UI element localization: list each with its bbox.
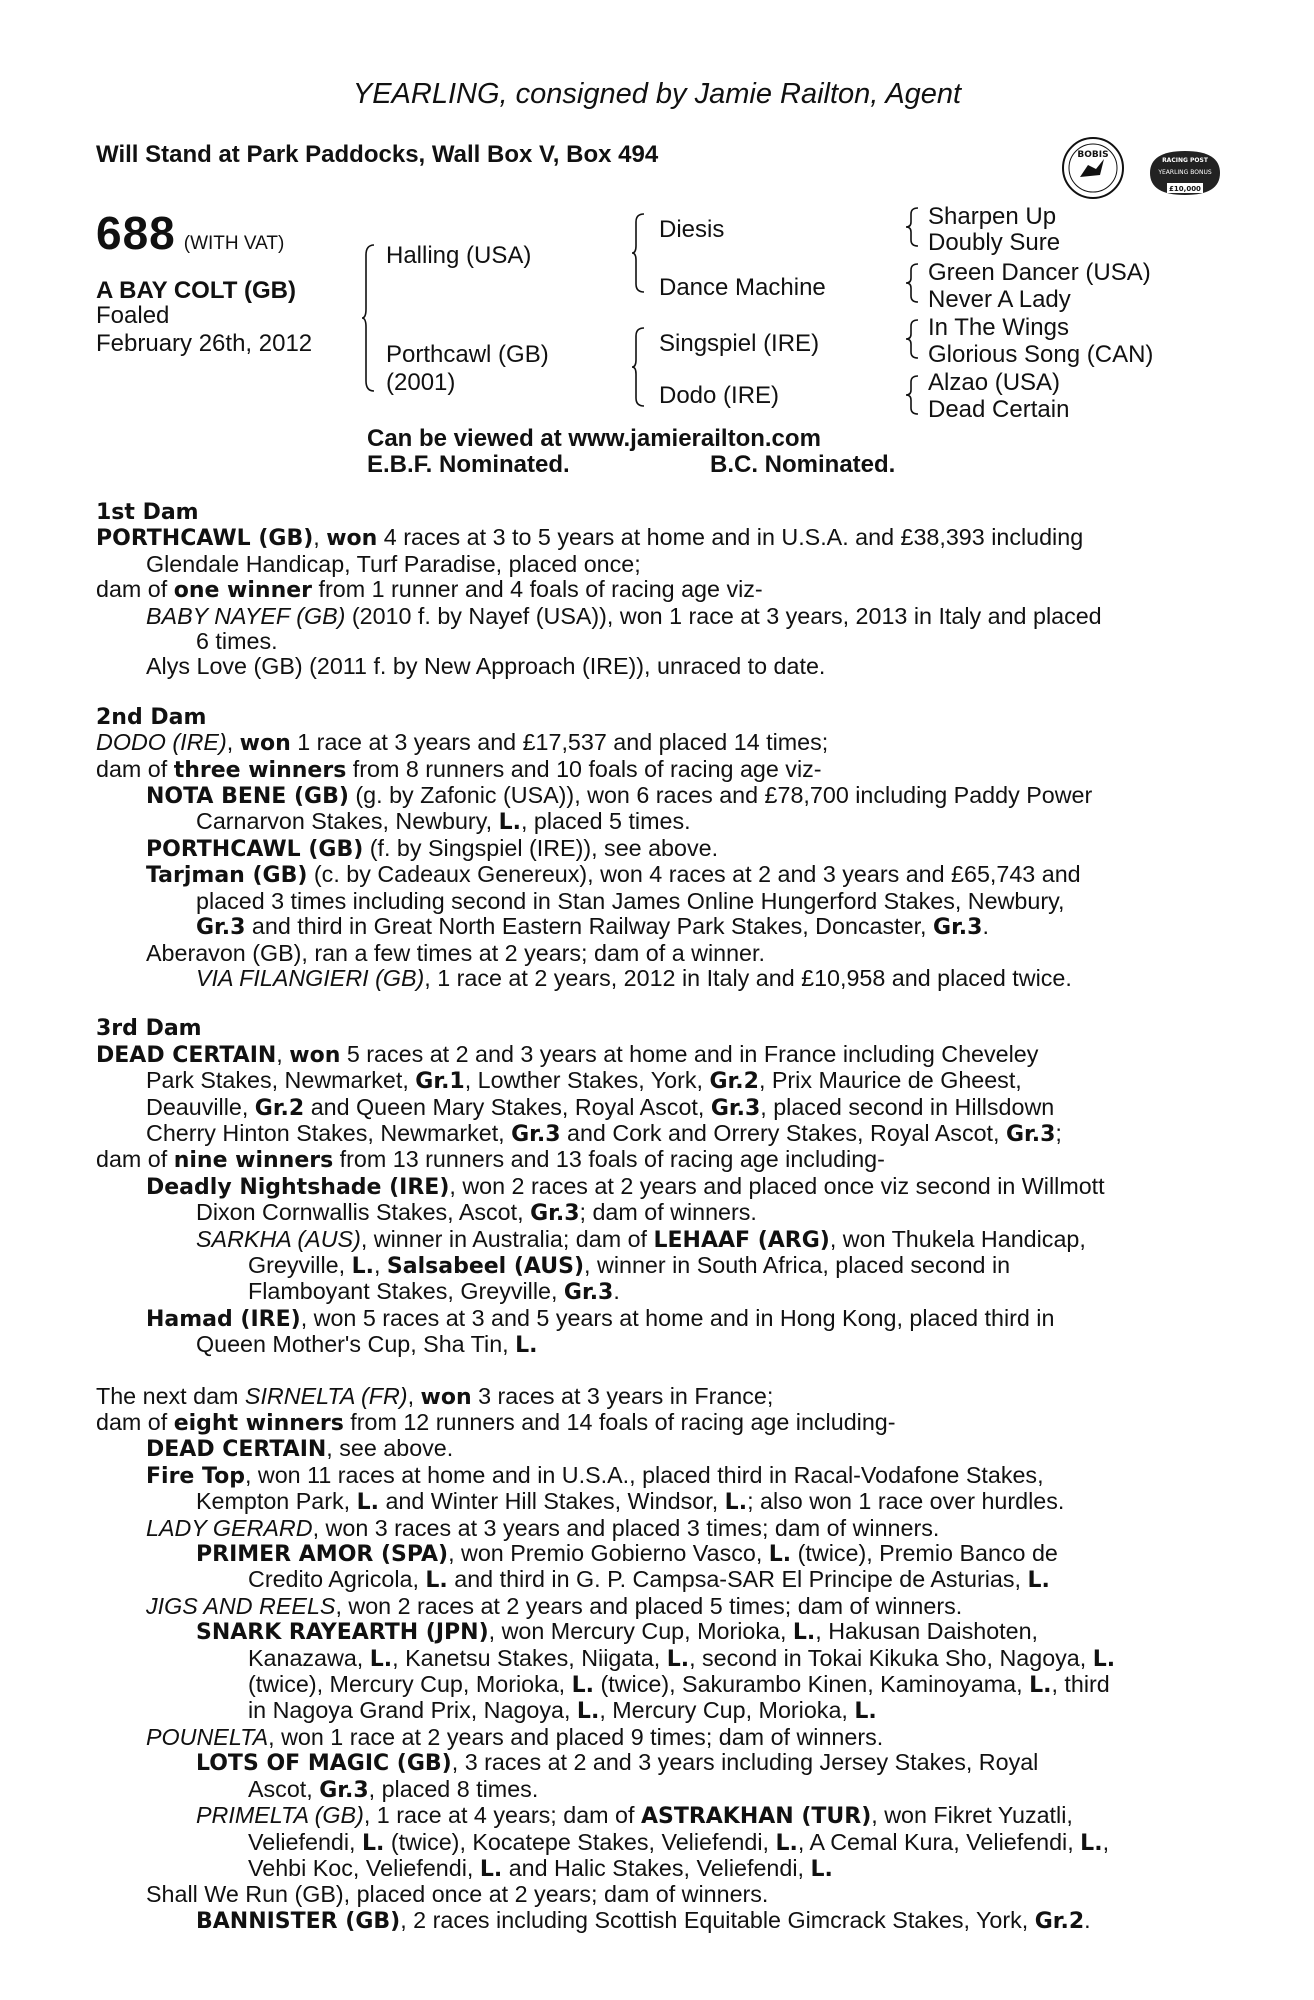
dam3-line1: DEAD CERTAIN, won 5 races at 2 and 3 years at home and in France including Cheveley <box>96 1040 1039 1068</box>
pedigree-brace-dance-machine <box>906 262 920 304</box>
pedigree-brace-halling <box>632 212 646 294</box>
dam3-line3: Deauville, Gr.2 and Queen Mary Stakes, Royal Ascot, Gr.3, placed second in Hillsdown <box>146 1093 1055 1121</box>
nextdam-damof: dam of eight winners from 12 runners and 14 foals of racing age including- <box>96 1409 896 1436</box>
dam3-grandprogeny-1: SARKHA (AUS), winner in Australia; dam of LEHAAF (ARG), won Thukela Handicap, <box>196 1225 1086 1253</box>
pedigree-gg-1: Sharpen Up <box>928 203 1057 230</box>
dam3-damof: dam of nine winners from 13 runners and 13 foals of racing age including- <box>96 1146 885 1174</box>
nextdam-grandprogeny-4-cont1: Veliefendi, L. (twice), Kocatepe Stakes, Veliefendi, L., A Cemal Kura, Veliefendi, L., <box>248 1828 1110 1856</box>
nextdam-grandprogeny-4: PRIMELTA (GB), 1 race at 4 years; dam of ASTRAKHAN (TUR), won Fikret Yuzatli, <box>196 1802 1073 1830</box>
bc-nomination: B.C. Nominated. <box>710 451 896 478</box>
dam1-heading: 1st Dam <box>96 500 199 525</box>
pedigree-brace-singspiel <box>906 318 920 360</box>
dam3-progeny-2: Hamad (IRE), won 5 races at 3 and 5 years at home and in Hong Kong, placed third in <box>146 1304 1055 1332</box>
lot-number: 688 (WITH VAT) <box>96 207 285 259</box>
pedigree-gg-7: Alzao (USA) <box>928 369 1061 396</box>
pedigree-dam-sire: Singspiel (IRE) <box>659 330 820 357</box>
dam1-progeny-1-cont: 6 times. <box>196 628 278 655</box>
pedigree-gg-8: Dead Certain <box>928 396 1070 423</box>
dam3-progeny-1: Deadly Nightshade (IRE), won 2 races at 2 years and placed once viz second in Willmott <box>146 1172 1105 1200</box>
dam2-heading: 2nd Dam <box>96 704 207 730</box>
stand-location: Will Stand at Park Paddocks, Wall Box V, Box 494 <box>96 141 659 168</box>
dam3-line2: Park Stakes, Newmarket, Gr.1, Lowther Stakes, York, Gr.2, Prix Maurice de Gheest, <box>146 1067 1022 1095</box>
pedigree-notes <box>96 500 1216 1934</box>
pedigree-dam-dam: Dodo (IRE) <box>659 382 780 409</box>
catalogue-header: YEARLING, consigned by Jamie Railton, Agent <box>352 78 962 110</box>
dam2-progeny-2: PORTHCAWL (GB) (f. by Singspiel (IRE)), see above. <box>146 834 719 862</box>
pedigree-brace-sire <box>362 243 376 393</box>
nextdam-grandprogeny-2-cont2: (twice), Mercury Cup, Morioka, L. (twice), Sakurambo Kinen, Kaminoyama, L., third <box>248 1671 1110 1699</box>
nextdam-progeny-4: JIGS AND REELS, won 2 races at 2 years and placed 5 times; dam of winners. <box>146 1592 963 1619</box>
dam2-progeny-3-cont2: Gr.3 and third in Great North Eastern Railway Park Stakes, Doncaster, Gr.3. <box>196 913 989 941</box>
foaled-date: February 26th, 2012 <box>96 330 313 357</box>
pedigree-gg-4: Never A Lady <box>928 286 1071 313</box>
nextdam-grandprogeny-3-cont: Ascot, Gr.3, placed 8 times. <box>248 1775 539 1803</box>
pedigree-sire: Halling (USA) <box>386 242 532 269</box>
dam2-progeny-1-cont: Carnarvon Stakes, Newbury, L., placed 5 times. <box>196 808 691 836</box>
dam2-progeny-4: Aberavon (GB), ran a few times at 2 years; dam of a winner. <box>146 939 765 966</box>
dam2-progeny-3-cont1: placed 3 times including second in Stan James Online Hungerford Stakes, Newbury, <box>196 887 1065 914</box>
nextdam-grandprogeny-2-cont1: Kanazawa, L., Kanetsu Stakes, Niigata, L., second in Tokai Kikuka Sho, Nagoya, L. <box>248 1644 1116 1672</box>
nextdam-progeny-6: Shall We Run (GB), placed once at 2 years; dam of winners. <box>146 1881 769 1908</box>
nextdam-grandprogeny-2-cont3: in Nagoya Grand Prix, Nagoya, L., Mercury Cup, Morioka, L. <box>248 1697 877 1725</box>
yearling-bonus-label: YEARLING BONUS <box>1158 169 1212 176</box>
nextdam-progeny-2-cont: Kempton Park, L. and Winter Hill Stakes, Windsor, L.; also won 1 race over hurdles. <box>196 1488 1065 1516</box>
foaled-label: Foaled <box>96 302 170 329</box>
pedigree-gg-6: Glorious Song (CAN) <box>928 341 1154 368</box>
dam2-grandprogeny-1: VIA FILANGIERI (GB), 1 race at 2 years, 2012 in Italy and £10,958 and placed twice. <box>196 964 1072 991</box>
bobis-label: BOBIS <box>1077 150 1109 160</box>
nextdam-grandprogeny-5: BANNISTER (GB), 2 races including Scottish Equitable Gimcrack Stakes, York, Gr.2. <box>196 1906 1091 1934</box>
dam3-grandprogeny-1-cont1: Greyville, L., Salsabeel (AUS), winner in South Africa, placed second in <box>248 1251 1011 1279</box>
pedigree-brace-dodo <box>906 374 920 416</box>
pedigree-brace-diesis <box>906 206 920 248</box>
ebf-nomination: E.B.F. Nominated. <box>367 451 570 478</box>
racing-post-label: RACING POST <box>1162 157 1208 164</box>
nextdam-progeny-3: LADY GERARD, won 3 races at 3 years and placed 3 times; dam of winners. <box>146 1514 940 1541</box>
nextdam-progeny-5: POUNELTA, won 1 race at 2 years and placed 9 times; dam of winners. <box>146 1723 884 1750</box>
racing-post-bonus-badge <box>1145 145 1225 201</box>
nextdam-grandprogeny-4-cont2: Vehbi Koc, Veliefendi, L. and Halic Stakes, Veliefendi, L. <box>248 1854 833 1882</box>
bobis-badge <box>1060 135 1126 201</box>
pedigree-sire-sire: Diesis <box>659 216 725 243</box>
pedigree-sire-dam: Dance Machine <box>659 274 826 301</box>
dam1-progeny-2: Alys Love (GB) (2011 f. by New Approach (IRE)), unraced to date. <box>146 653 826 680</box>
pedigree-dam-year: (2001) <box>386 369 456 396</box>
dam2-progeny-3: Tarjman (GB) (c. by Cadeaux Genereux), won 4 races at 2 and 3 years and £65,743 and <box>146 861 1081 889</box>
nextdam-progeny-2: Fire Top, won 11 races at home and in U.S.A., placed third in Racal-Vodafone Stakes, <box>146 1461 1044 1489</box>
pedigree-brace-porthcawl <box>632 326 646 408</box>
nextdam-grandprogeny-1: PRIMER AMOR (SPA), won Premio Gobierno Vasco, L. (twice), Premio Banco de <box>196 1540 1058 1568</box>
dam1-line1: PORTHCAWL (GB), won 4 races at 3 to 5 years at home and in U.S.A. and £38,393 including <box>96 524 1084 552</box>
dam2-line1: DODO (IRE), won 1 race at 3 years and £17,537 and placed 14 times; <box>96 729 829 757</box>
dam2-damof: dam of three winners from 8 runners and 10 foals of racing age viz- <box>96 755 822 783</box>
pedigree-gg-3: Green Dancer (USA) <box>928 259 1151 286</box>
dam3-heading: 3rd Dam <box>96 1016 202 1042</box>
pedigree-dam: Porthcawl (GB) <box>386 341 549 368</box>
nextdam-progeny-1: DEAD CERTAIN, see above. <box>146 1435 454 1463</box>
dam2-progeny-1: NOTA BENE (GB) (g. by Zafonic (USA)), won 6 races and £78,700 including Paddy Power <box>146 782 1093 810</box>
pedigree-gg-5: In The Wings <box>928 314 1069 341</box>
nextdam-grandprogeny-2: SNARK RAYEARTH (JPN), won Mercury Cup, Morioka, L., Hakusan Daishoten, <box>196 1618 1039 1646</box>
viewing-note: Can be viewed at www.jamierailton.com <box>367 425 821 452</box>
bonus-amount: £10,000 <box>1169 185 1201 193</box>
dam1-progeny-1: BABY NAYEF (GB) (2010 f. by Nayef (USA)), won 1 race at 3 years, 2013 in Italy and placed <box>146 602 1102 629</box>
pedigree-gg-2: Doubly Sure <box>928 229 1061 256</box>
nextdam-grandprogeny-3: LOTS OF MAGIC (GB), 3 races at 2 and 3 years including Jersey Stakes, Royal <box>196 1749 1039 1777</box>
dam3-progeny-2-cont: Queen Mother's Cup, Sha Tin, L. <box>196 1331 538 1359</box>
vat-note: (WITH VAT) <box>183 233 285 254</box>
nextdam-grandprogeny-1-cont: Credito Agricola, L. and third in G. P. Campsa-SAR El Principe de Asturias, L. <box>248 1566 1050 1594</box>
nextdam-line1: The next dam SIRNELTA (FR), won 3 races at 3 years in France; <box>96 1382 774 1410</box>
dam3-line4: Cherry Hinton Stakes, Newmarket, Gr.3 and Cork and Orrery Stakes, Royal Ascot, Gr.3; <box>146 1119 1062 1147</box>
dam3-progeny-1-cont: Dixon Cornwallis Stakes, Ascot, Gr.3; dam of winners. <box>196 1199 757 1227</box>
dam1-damof: dam of one winner from 1 runner and 4 foals of racing age viz- <box>96 576 763 604</box>
dam3-grandprogeny-1-cont2: Flamboyant Stakes, Greyville, Gr.3. <box>248 1278 620 1306</box>
lot-description: A BAY COLT (GB) <box>96 277 297 304</box>
dam1-line2: Glendale Handicap, Turf Paradise, placed once; <box>146 550 641 577</box>
